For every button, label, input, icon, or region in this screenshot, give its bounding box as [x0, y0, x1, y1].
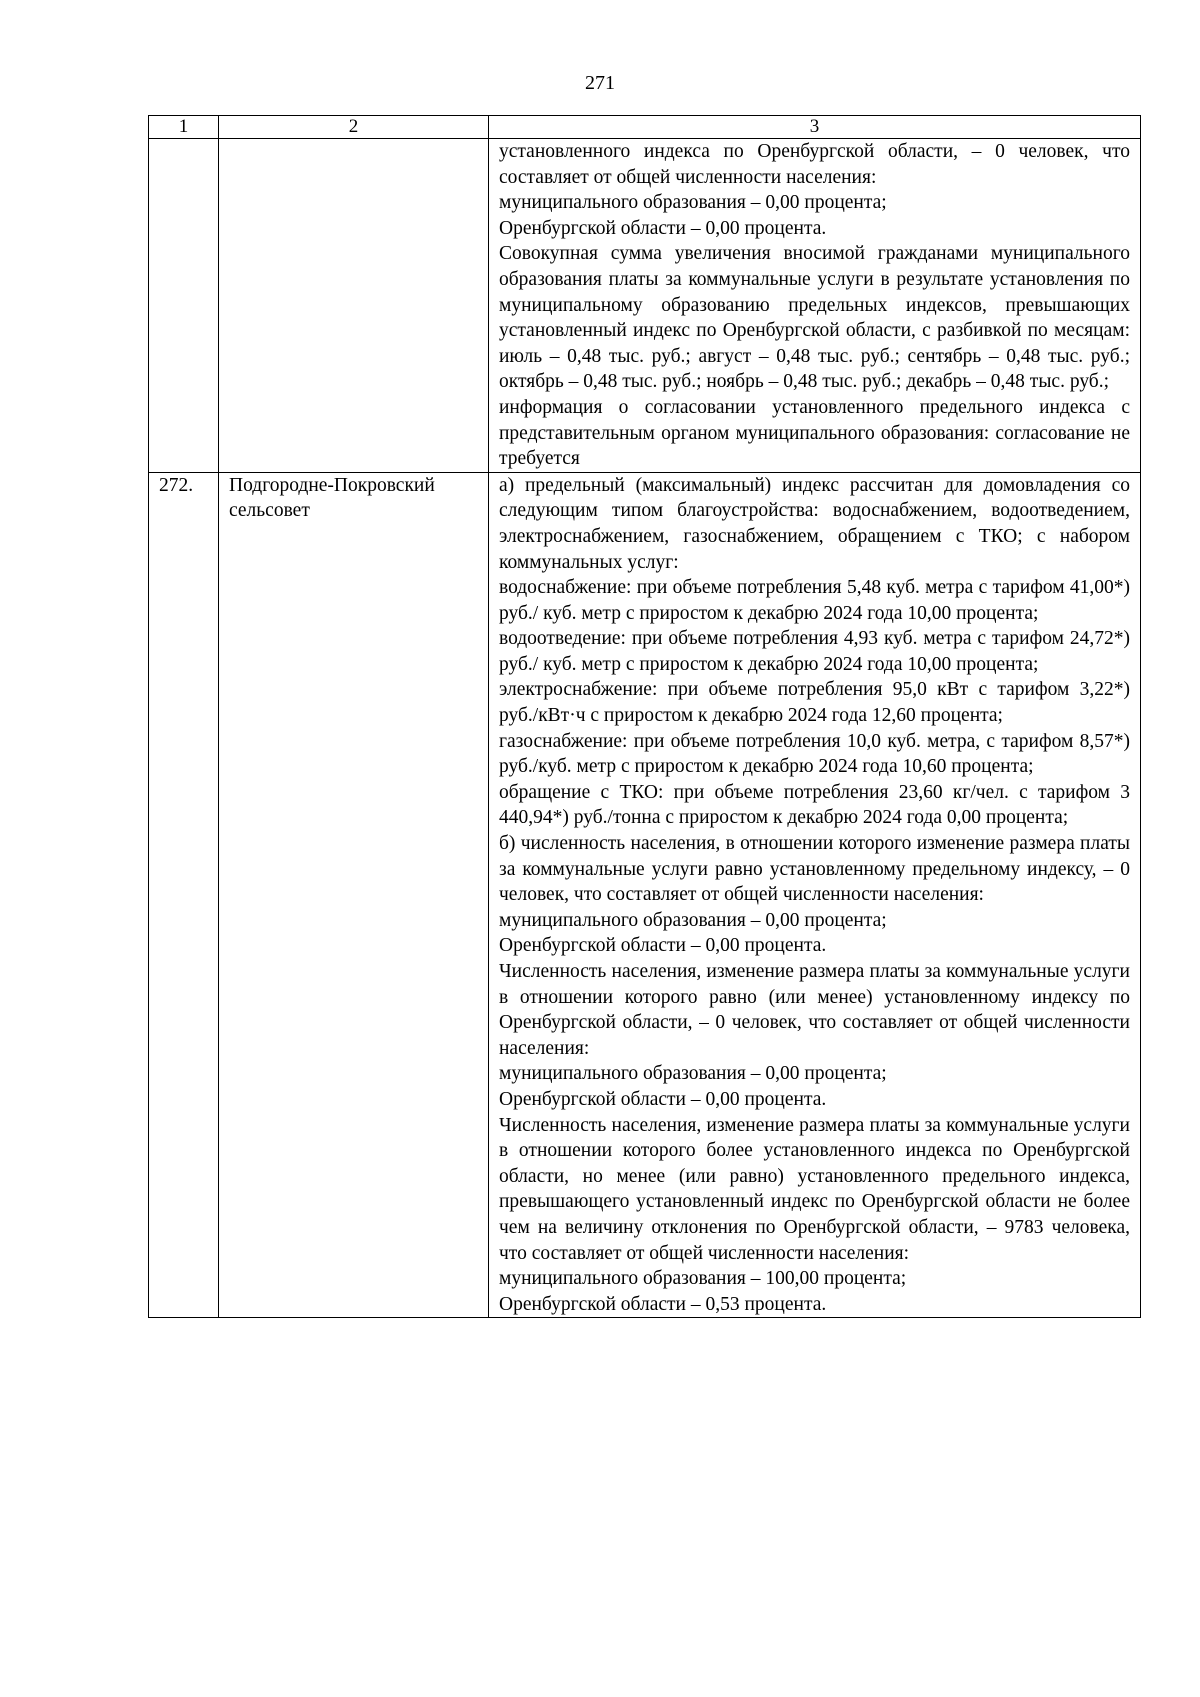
municipality-name: Подгородне-Покровский сельсовет: [219, 472, 489, 1318]
row-content-cell: [489, 472, 1141, 1318]
page-number: 271: [585, 72, 615, 94]
row-number-cell: [149, 139, 219, 473]
paragraph: муниципального образования – 0,00 процента;: [499, 909, 887, 931]
paragraph: муниципального образования – 0,00 процента;: [499, 1063, 887, 1085]
paragraph: информация о согласовании установленного предельного индекса с представительным органом муниципального образования: согласование не требуется: [499, 396, 1130, 470]
paragraph: электроснабжение: при объеме потребления 95,0 кВт с тарифом 3,22*) руб./кВт·ч с приростом к декабрю 2024 года 12,60 процента;: [499, 679, 1130, 727]
paragraph: Численность населения, изменение размера платы за коммунальные услуги в отношении которого равно (или менее) установленному индексу по Оренбургской области, – 0 человек, что составляет от общей численности населения:: [499, 961, 1130, 1059]
header-col-2: 2: [219, 116, 489, 139]
paragraph: обращение с ТКО: при объеме потребления 23,60 кг/чел. с тарифом 3 440,94*) руб./тонна с приростом к декабрю 2024 года 0,00 процента;: [499, 781, 1130, 829]
header-col-3: 3: [489, 116, 1141, 139]
row-content-cell: [489, 139, 1141, 473]
paragraph: водоотведение: при объеме потребления 4,93 куб. метра с тарифом 24,72*) руб./ куб. метр с приростом к декабрю 2024 года 10,00 процента;: [499, 628, 1130, 675]
paragraph: Оренбургской области – 0,00 процента.: [499, 217, 827, 239]
paragraph: Оренбургской области – 0,53 процента.: [499, 1293, 827, 1315]
paragraph: муниципального образования – 0,00 процента;: [499, 192, 887, 214]
table-row-272: [149, 472, 1141, 1318]
table-header-row: [149, 116, 1141, 139]
paragraph: водоснабжение: при объеме потребления 5,48 куб. метра с тарифом 41,00*) руб./ куб. метр с приростом к декабрю 2024 года 10,00 процента;: [499, 577, 1130, 624]
header-col-1: 1: [149, 116, 219, 139]
paragraph: установленного индекса по Оренбургской области, – 0 человек, что составляет от общей численности населения:: [499, 141, 1130, 188]
paragraph: б) численность населения, в отношении которого изменение размера платы за коммунальные услуги равно установленному предельному индексу, – 0 человек, что составляет от общей численности населения:: [499, 833, 1130, 906]
paragraph: Оренбургской области – 0,00 процента.: [499, 1088, 827, 1110]
paragraph: Оренбургской области – 0,00 процента.: [499, 935, 827, 957]
table-row-continued: [149, 139, 1141, 473]
data-table: [148, 115, 1141, 1318]
paragraph: газоснабжение: при объеме потребления 10,0 куб. метра, с тарифом 8,57*) руб./куб. метр с приростом к декабрю 2024 года 10,60 процента;: [499, 730, 1130, 778]
paragraph: муниципального образования – 100,00 процента;: [499, 1268, 907, 1290]
row-number-cell: 272.: [149, 472, 219, 1318]
paragraph: Совокупная сумма увеличения вносимой гражданами муниципального образования платы за коммунальные услуги в результате установления по муниципальному образованию предельных индексов, превышающих установленный индекс по Оренбургской области, с разбивкой по месяцам: июль – 0,48 тыс. руб.; август – 0,48 тыс. руб.; сентябрь – 0,48 тыс. руб.; октябрь – 0,48 тыс. руб.; ноябрь – 0,48 тыс. руб.; декабрь – 0,48 тыс. руб.;: [499, 243, 1130, 393]
paragraph: а) предельный (максимальный) индекс рассчитан для домовладения со следующим типом благоустройства: водоснабжением, водоотведением, электроснабжением, газоснабжением, обращением с ТКО; с набором коммунальных услуг:: [499, 474, 1130, 573]
row-name-cell: [219, 139, 489, 473]
paragraph: Численность населения, изменение размера платы за коммунальные услуги в отношении которого более установленного индекса по Оренбургской области, но менее (или равно) установленного предельного индекса, превышающего установленный индекс по Оренбургской области не более чем на величину отклонения по Оренбургской области, – 9783 человека, что составляет от общей численности населения:: [499, 1114, 1130, 1264]
